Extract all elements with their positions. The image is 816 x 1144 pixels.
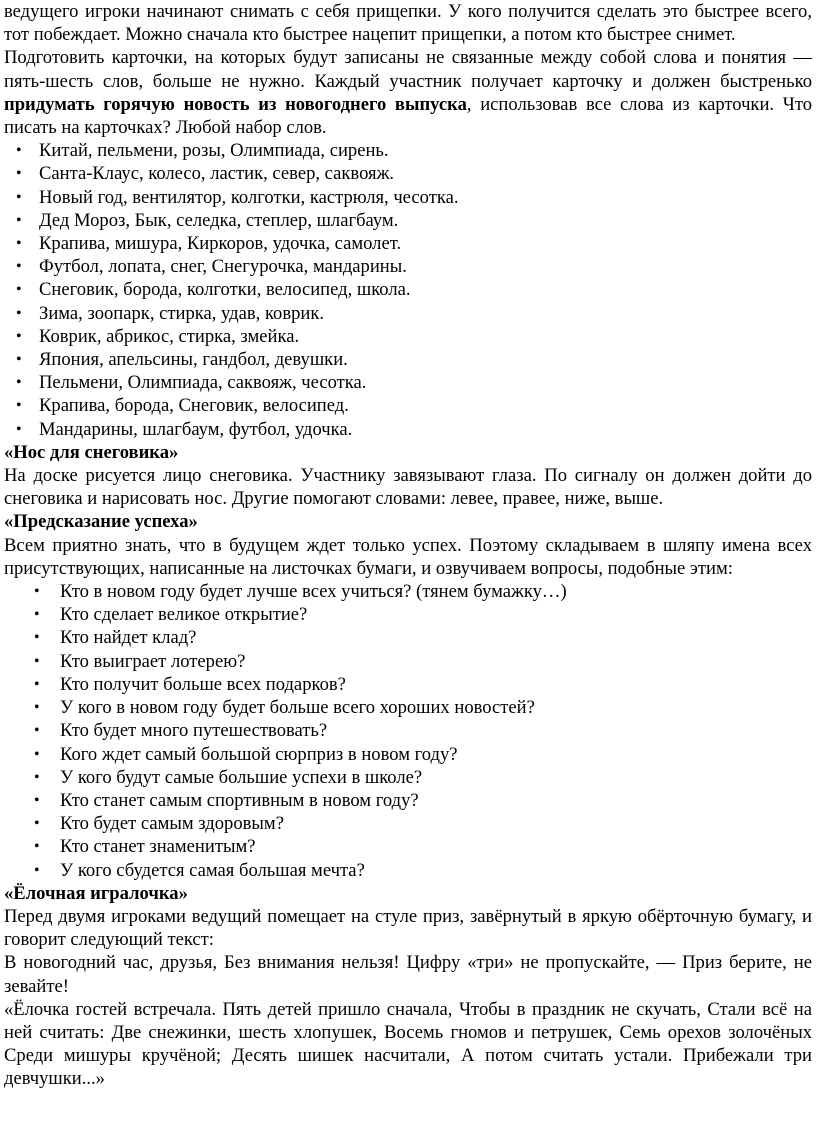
bullet-icon: • <box>16 420 22 438</box>
list-item: • Кто будет много путешествовать? <box>34 720 328 742</box>
bullet-icon: • <box>16 281 22 299</box>
bullet-icon: • <box>34 768 40 786</box>
bullet-icon: • <box>34 699 40 717</box>
intro-paragraph-2-bold: придумать горячую новость из новогоднего выпуска <box>4 93 467 115</box>
bullet-icon: • <box>16 211 22 229</box>
list-item: • Новый год, вентилятор, колготки, кастрюля, чесотка. <box>16 186 459 208</box>
list-item: • Кто получит больше всех подарков? <box>34 673 346 695</box>
bullet-icon: • <box>16 188 22 206</box>
list-item: • Кто сделает великое открытие? <box>34 604 308 626</box>
bullet-icon: • <box>34 722 40 740</box>
bullet-icon: • <box>34 791 40 809</box>
list-item: • Кого ждет самый большой сюрприз в новом году? <box>34 743 458 765</box>
prediction-paragraph: Всем приятно знать, что в будущем ждет только успех. Поэтому складываем в шляпу имена всех присутствующих, написанные на листочках бумаги, и озвучиваем вопросы, подобные этим: <box>4 534 812 579</box>
bullet-icon: • <box>34 861 40 879</box>
list-item: • Футбол, лопата, снег, Снегурочка, мандарины. <box>16 256 407 278</box>
tree-paragraph-3: «Ёлочка гостей встречала. Пять детей пришло сначала, Чтобы в праздник не скучать, Стали всё на ней считать: Две снежинки, шесть хлопушек, Восемь гномов и петрушек, Семь орехов золочёных Среди мишуры кручёной; Десять шишек насчитали, А потом считать устали. Прибежали три девчушки...» <box>4 998 812 1090</box>
list-item: • Мандарины, шлагбаум, футбол, удочка. <box>16 418 353 440</box>
bullet-icon: • <box>34 815 40 833</box>
list-item: • Крапива, борода, Снеговик, велосипед. <box>16 395 349 417</box>
list-item: • Пельмени, Олимпиада, саквояж, чесотка. <box>16 372 367 394</box>
list-item: • Санта-Клаус, колесо, ластик, север, саквояж. <box>16 163 395 185</box>
list-item: • Кто будет самым здоровым? <box>34 813 284 835</box>
bullet-icon: • <box>34 629 40 647</box>
section-heading-nose: «Нос для снеговика» <box>4 441 179 463</box>
section-heading-tree: «Ёлочная игралочка» <box>4 882 188 904</box>
list-item: • Крапива, мишура, Киркоров, удочка, самолет. <box>16 233 402 255</box>
bullet-icon: • <box>16 374 22 392</box>
list-item: • Кто станет знаменитым? <box>34 836 256 858</box>
section-heading-prediction: «Предсказание успеха» <box>4 511 198 533</box>
list-item: • Коврик, абрикос, стирка, змейка. <box>16 325 300 347</box>
bullet-icon: • <box>16 304 22 322</box>
intro-paragraph-2 <box>4 46 812 139</box>
list-item: • Зима, зоопарк, стирка, удав, коврик. <box>16 302 325 324</box>
list-item: • Кто станет самым спортивным в новом году? <box>34 789 419 811</box>
list-item: • Япония, апельсины, гандбол, девушки. <box>16 349 348 371</box>
nose-paragraph: На доске рисуется лицо снеговика. Участнику завязывают глаза. По сигналу он должен дойти до снеговика и нарисовать нос. Другие помогают словами: левее, правее, ниже, выше. <box>4 465 812 510</box>
bullet-icon: • <box>16 397 22 415</box>
word-cards-list <box>4 139 812 441</box>
list-item: • У кого в новом году будет больше всего хороших новостей? <box>34 697 535 719</box>
tree-paragraph-1: Перед двумя игроками ведущий помещает на стуле приз, завёрнутый в яркую обёрточную бумагу, и говорит следующий текст: <box>4 905 812 951</box>
list-item: • Китай, пельмени, розы, Олимпиада, сирень. <box>16 140 389 162</box>
bullet-icon: • <box>16 235 22 253</box>
list-item: • Кто в новом году будет лучше всех учиться? (тянем бумажку…) <box>34 581 567 603</box>
tree-paragraph-2: В новогодний час, друзья, Без внимания нельзя! Цифру «три» не пропускайте, — Приз берите, не зевайте! <box>4 952 812 997</box>
list-item: • У кого будут самые большие успехи в школе? <box>34 766 423 788</box>
list-item: • У кого сбудется самая большая мечта? <box>34 859 365 881</box>
bullet-icon: • <box>16 165 22 183</box>
bullet-icon: • <box>34 606 40 624</box>
bullet-icon: • <box>16 327 22 345</box>
prediction-questions-list <box>4 580 812 882</box>
list-item: • Кто найдет клад? <box>34 627 197 649</box>
bullet-icon: • <box>16 142 22 160</box>
intro-paragraph-2-end: , использовав все слова из карточки. Что писать на карточках? Любой набор слов. <box>4 93 812 139</box>
list-item: • Кто выиграет лотерею? <box>34 650 246 672</box>
intro-paragraph-2-start: Подготовить карточки, на которых будут записаны не связанные между собой слова и понятия — пять-шесть слов, больше не нужно. Каждый участник получает карточку и должен быстренько <box>4 47 812 92</box>
bullet-icon: • <box>34 675 40 693</box>
bullet-icon: • <box>34 838 40 856</box>
bullet-icon: • <box>34 583 40 601</box>
list-item: • Дед Мороз, Бык, селедка, степлер, шлагбаум. <box>16 209 399 231</box>
bullet-icon: • <box>16 258 22 276</box>
list-item: • Снеговик, борода, колготки, велосипед, школа. <box>16 279 411 301</box>
intro-paragraph-1: ведущего игроки начинают снимать с себя прищепки. У кого получится сделать это быстрее всего, тот побеждает. Можно сначала кто быстрее нацепит прищепки, а потом кто быстрее снимет. <box>4 1 812 46</box>
bullet-icon: • <box>16 351 22 369</box>
bullet-icon: • <box>34 652 40 670</box>
bullet-icon: • <box>34 745 40 763</box>
